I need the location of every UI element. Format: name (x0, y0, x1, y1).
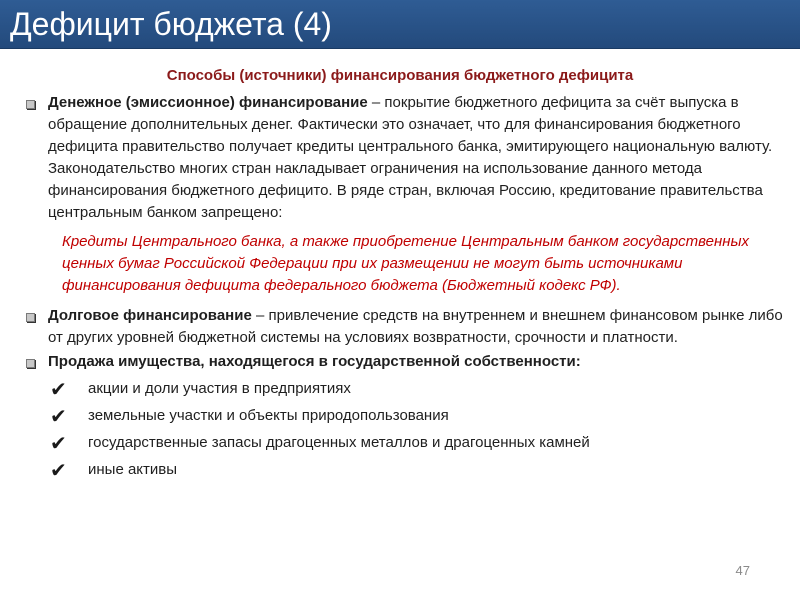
bullet-monetary-financing (24, 92, 784, 224)
bullet-term: Денежное (эмиссионное) финансирование (48, 94, 368, 111)
check-item-text: государственные запасы драгоценных металлов и драгоценных камней (88, 434, 590, 451)
bullet-square-icon (26, 313, 35, 322)
slide-subtitle: Способы (источники) финансирования бюджетного дефицита (166, 67, 634, 84)
slide-title: Дефицит бюджета (4) (10, 6, 332, 42)
checkmark-icon: ✔ (50, 404, 67, 428)
checkmark-icon: ✔ (50, 377, 67, 401)
check-item-text: иные активы (88, 461, 178, 478)
bullet-term: Долговое финансирование (48, 307, 252, 324)
legal-note: Кредиты Центрального банка, а также приобретение Центральным банком государственных ценных бумаг Российской Федерации при их размещении не могут быть источниками финансирования дефицита федерального бюджета (Бюджетный кодекс РФ). (62, 233, 750, 294)
bullet-text: – покрытие бюджетного дефицита за счёт выпуска в обращение дополнительных денег. Фактически это означает, что для финансирования бюджетного дефицита правительство получает кредиты центрального банка, эмитирующего национальную валюту. Законодательство многих стран накладывает ограничения на использование данного метода финансирования бюджетного дефицито. В ряде стран, включая Россию, кредитование правительства центральным банком запрещено: (48, 94, 773, 221)
checkmark-icon: ✔ (50, 431, 67, 455)
checkmark-icon: ✔ (50, 458, 67, 482)
check-list-item (24, 459, 784, 486)
slide-content (24, 92, 784, 486)
bullet-text: – привлечение средств на внутреннем и внешнем финансовом рынке либо от других уровней бюджетной системы на условиях возвратности, срочности и платности. (48, 307, 783, 346)
check-list-item (24, 378, 784, 405)
bullet-property-sale (24, 351, 784, 373)
bullet-square-icon (26, 359, 35, 368)
bullet-square-icon (26, 100, 35, 109)
title-bar (0, 0, 800, 49)
check-item-text: акции и доли участия в предприятиях (88, 380, 351, 397)
check-item-text: земельные участки и объекты природопользования (88, 407, 449, 424)
bullet-debt-financing (24, 305, 784, 349)
check-list-item (24, 405, 784, 432)
check-list-item (24, 432, 784, 459)
page-number: 47 (735, 563, 750, 578)
bullet-term: Продажа имущества, находящегося в государственной собственности: (48, 353, 581, 370)
property-check-list (24, 378, 784, 486)
